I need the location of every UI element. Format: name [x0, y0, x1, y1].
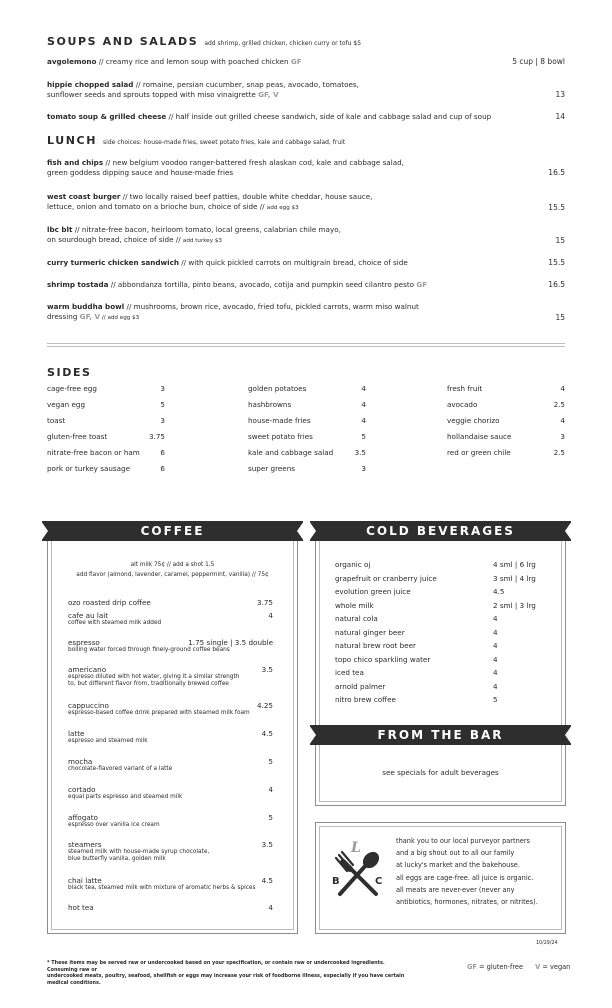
soups-note: add shrimp, grilled chicken, chicken curry or tofu $5	[204, 40, 362, 47]
side-item: gluten-free toast 3.75	[47, 432, 165, 441]
sides-title: SIDES	[47, 366, 92, 379]
bar-title: FROM THE BAR	[377, 728, 504, 742]
side-item: super greens 3	[248, 464, 366, 473]
coffee-item: cortado 4 equal parts espresso and steamed milk	[68, 785, 273, 800]
menu-item: warm buddha bowl // mushrooms, brown rice, avocado, fried tofu, pickled carrots, warm miso walnut dressing GF, V // add egg $3 15	[47, 302, 565, 322]
coffee-item: espresso 1.75 single | 3.5 double boiling water forced through finely-ground coffee beans	[68, 638, 273, 653]
item-price: 15.5	[548, 258, 565, 267]
logo-letter-b: B	[332, 876, 340, 887]
cold-item: arnold palmer 4	[335, 681, 498, 691]
item-price: 15.5	[548, 203, 565, 212]
side-item: cage-free egg 3	[47, 384, 165, 393]
thanks-text: thank you to our local purveyor partners and a big shout out to all our family at lucky's market and the bakehouse. all eggs are cage-free. all juice is organic. all meats are never-ever (never any antibiotics, hormones, nitrates, or nitrites).	[396, 837, 538, 907]
side-item: avocado 2.5	[447, 400, 565, 409]
side-item: house-made fries 4	[248, 416, 366, 425]
bar-banner	[310, 725, 571, 745]
lunch-note: side choices: house-made fries, sweet potato fries, kale and cabbage salad, fruit	[103, 139, 346, 146]
menu-item: curry turmeric chicken sandwich // with quick pickled carrots on multigrain bread, choice of side 15.5	[47, 258, 565, 267]
coffee-item: ozo roasted drip coffee 3.75	[68, 598, 273, 607]
menu-item: lbc blt // nitrate-free bacon, heirloom tomato, local greens, calabrian chile mayo, on sourdough bread, choice of side // add turkey $3 15	[47, 225, 565, 245]
coffee-item: affogato 5 espresso over vanilla ice cream	[68, 813, 273, 828]
menu-item: tomato soup & grilled cheese // half inside out grilled cheese sandwich, side of kale and cabbage salad and cup of soup 14	[47, 112, 565, 121]
coffee-item: cafe au lait 4 coffee with steamed milk added	[68, 611, 273, 626]
menu-item: avgolemono // creamy rice and lemon soup with poached chicken GF 5 cup | 8 bowl	[47, 57, 565, 66]
coffee-item: cappuccino 4.25 espresso-based coffee drink prepared with steamed milk foam	[68, 701, 273, 716]
coffee-item: hot tea 4	[68, 903, 273, 912]
bar-text: see specials for adult beverages	[382, 768, 499, 777]
side-item: sweet potato fries 5	[248, 432, 366, 441]
menu-item: shrimp tostada // abbondanza tortilla, pinto beans, avocado, cotija and pumpkin seed cilantro pesto GF 16.5	[47, 280, 565, 289]
item-price: 5 cup | 8 bowl	[512, 57, 565, 66]
coffee-title: COFFEE	[140, 524, 205, 538]
cold-item: evolution green juice 4.5	[335, 587, 505, 596]
lbc-logo	[330, 840, 386, 902]
cold-item: topo chico sparkling water 4	[335, 654, 498, 664]
side-item: hollandaise sauce 3	[447, 432, 565, 441]
divider	[47, 343, 565, 344]
side-item: kale and cabbage salad 3.5	[248, 448, 366, 457]
item-price: 16.5	[548, 280, 565, 289]
cold-item: natural cola 4	[335, 614, 498, 623]
sides-column-3	[447, 384, 565, 464]
cold-title: COLD BEVERAGES	[366, 524, 515, 538]
side-item: toast 3	[47, 416, 165, 425]
logo-letter-l: L	[351, 840, 361, 856]
side-item: vegan egg 5	[47, 400, 165, 409]
item-price: 15	[555, 313, 565, 322]
menu-item: hippie chopped salad // romaine, persian cucumber, snap peas, avocado, tomatoes, sunflower seeds and sprouts topped with miso vinaigrette GF, V 13	[47, 80, 565, 99]
soups-title: SOUPS AND SALADS	[47, 35, 199, 48]
side-item: red or green chile 2.5	[447, 448, 565, 457]
side-item: nitrate-free bacon or ham 6	[47, 448, 165, 457]
item-price: 13	[555, 90, 565, 99]
cold-item: organic oj 4 sml | 6 lrg	[335, 560, 536, 569]
cold-item: iced tea 4	[335, 668, 498, 677]
coffee-item: latte 4.5 espresso and steamed milk	[68, 729, 273, 744]
sides-column-1	[47, 384, 165, 480]
logo-letter-c: C	[375, 876, 383, 887]
cold-item: grapefruit or cranberry juice 3 sml | 4 lrg	[335, 573, 536, 583]
cold-item: natural brew root beer 4	[335, 641, 498, 650]
divider	[47, 346, 565, 347]
cold-item: natural ginger beer 4	[335, 627, 498, 637]
sides-column-2	[248, 384, 366, 480]
side-item: veggie chorizo 4	[447, 416, 565, 425]
coffee-item: mocha 5 chocolate-flavored variant of a latte	[68, 757, 273, 772]
coffee-item: steamers 3.5 steamed milk with house-made syrup chocolate, blue butterfly vanilla, golden milk	[68, 840, 273, 862]
item-price: 14	[555, 112, 565, 121]
side-item: fresh fruit 4	[447, 384, 565, 393]
menu-item: fish and chips // new belgium voodoo ranger-battered fresh alaskan cod, kale and cabbage salad, green goddess dipping sauce and house-made fries 16.5	[47, 158, 565, 177]
item-price: 15	[555, 236, 565, 245]
coffee-notes: alt milk 75¢ // add a shot 1.5 add flavor (almond, lavender, caramel, peppermint, vanilla) // 75¢	[76, 562, 269, 578]
lunch-heading	[47, 134, 345, 147]
side-item: pork or turkey sausage 6	[47, 464, 165, 473]
coffee-item: chai latte 4.5 black tea, steamed milk with mixture of aromatic herbs & spices	[68, 876, 273, 891]
coffee-banner	[42, 521, 303, 541]
item-price: 16.5	[548, 168, 565, 177]
diet-legend: GF = gluten-free V = vegan	[467, 963, 571, 971]
coffee-box-inner	[51, 525, 294, 930]
coffee-item: americano 3.5 espresso diluted with hot water, giving it a similar strength to, but different flavor from, traditionally brewed coffee	[68, 665, 273, 687]
side-item: hashbrowns 4	[248, 400, 366, 409]
food-safety-notice: * These items may be served raw or undercooked based on your specification, or contain raw or undercooked ingredients. Consuming raw or undercooked meats, poultry, seafood, shellfish or eggs may increase your risk of foodborne illness, especially if you have certain medical conditions.	[47, 960, 405, 986]
side-item: golden potatoes 4	[248, 384, 366, 393]
sides-heading	[47, 366, 92, 379]
cold-banner	[310, 521, 571, 541]
cold-item: whole milk 2 sml | 3 lrg	[335, 600, 536, 610]
menu-item: west coast burger // two locally raised beef patties, double white cheddar, house sauce, lettuce, onion and tomato on a brioche bun, choice of side // add egg $3 15.5	[47, 192, 565, 212]
menu-date: 10/29/24	[536, 941, 558, 946]
soups-heading	[47, 35, 361, 48]
cold-item: nitro brew coffee 5	[335, 695, 498, 704]
lunch-title: LUNCH	[47, 134, 98, 147]
